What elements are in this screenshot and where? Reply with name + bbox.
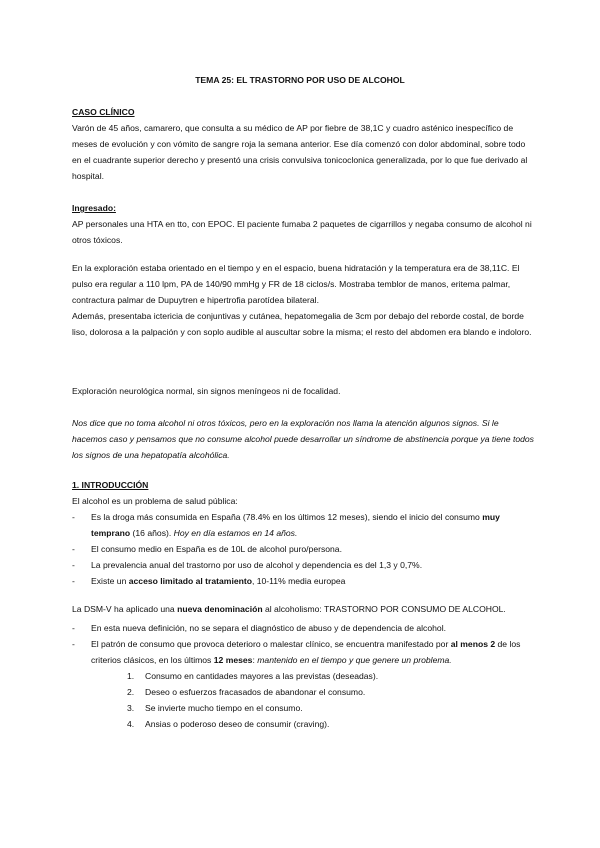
introduccion-lead: El alcohol es un problema de salud pública: (72, 496, 238, 506)
caso-clinico-text: Varón de 45 años, camarero, que consulta a su médico de AP por fiebre de 38,1C y cuadro asténico inespecífico de meses de evolución y con vómito de sangre roja la semana anterior. Ese día comenzó con dolor abdominal, sobre todo en el cuadrante superior derecho y presentó una crisis convulsiva tonicoclonica generalizada, por lo que fue derivado al hospital. (72, 123, 528, 181)
dsm-list (72, 620, 534, 668)
exploracion-paragraph-1: En la exploración estaba orientado en el tiempo y en el espacio, buena hidratación y la temperatura era de 38,11C. El pulso era regular a 110 lpm, PA de 140/90 mmHg y FR de 18 ciclos/s. Mostraba temblor de manos, eritema palmar, contractura palmar de Dupuytren e hipertrofia parotídea bilateral. (72, 263, 520, 305)
list-item (72, 573, 534, 589)
ingresado-section (72, 200, 534, 248)
neuro-text: Exploración neurológica normal, sin signos meníngeos ni de focalidad. (72, 386, 341, 396)
criteria-text: Consumo en cantidades mayores a las previstas (deseadas). (145, 671, 379, 681)
text-segment: , 10-11% media europea (251, 576, 346, 586)
criteria-item (72, 700, 534, 716)
nota-text (72, 415, 534, 463)
italic-segment: Hoy en día estamos en 14 años. (173, 528, 298, 538)
text-segment: : (252, 655, 258, 665)
text-segment: La DSM-V ha aplicado una (72, 604, 178, 614)
text-segment: El patrón de consumo que provoca deterioro o malestar clínico, se encuentra manifestado por (91, 639, 451, 649)
criteria-text: Ansias o poderoso deseo de consumir (craving). (145, 719, 330, 729)
nota-section (72, 415, 534, 463)
criteria-text: Se invierte mucho tiempo en el consumo. (145, 703, 303, 713)
exploracion-section (72, 260, 534, 340)
criteria-number: 2. (127, 687, 135, 697)
text-segment: de los criterios clásicos, en los últimos (91, 639, 521, 665)
neuro-section (72, 383, 534, 399)
list-item (72, 636, 534, 668)
dsm-section (72, 601, 534, 732)
criteria-list (72, 668, 534, 732)
bold-segment: acceso limitado al tratamiento (128, 576, 252, 586)
bold-segment: 12 meses (213, 655, 253, 665)
list-item (72, 509, 534, 541)
italic-segment: mantenido en el tiempo y que genere un problema. (257, 655, 452, 665)
bold-segment: al menos 2 (450, 639, 496, 649)
exploracion-paragraph-2: Además, presentaba ictericia de conjuntivas y cutánea, hepatomegalia de 3cm por debajo del reborde costal, de borde liso, dolorosa a la palpación y con soplo audible al auscultar sobre la misma; el resto del abdomen era blando e indoloro. (72, 311, 532, 337)
caso-clinico-heading: CASO CLÍNICO (72, 107, 135, 117)
introduccion-list (72, 509, 534, 589)
criteria-item (72, 668, 534, 684)
nota-italic-text: Nos dice que no toma alcohol ni otros tóxicos, pero en la exploración nos llama la atención algunos signos. Si le hacemos caso y pensamos que no consume alcohol puede desarrollar un síndrome de abstinencia porque ya tiene todos los signos de una hepatopatía alcohólica. (72, 418, 534, 460)
list-item: - En esta nueva definición, no se separa el diagnóstico de abuso y de dependencia de alcohol. (72, 620, 534, 636)
criteria-number: 3. (127, 703, 135, 713)
bold-segment: nueva denominación (177, 604, 263, 614)
document-title: TEMA 25: EL TRASTORNO POR USO DE ALCOHOL (195, 75, 405, 85)
text-segment: (16 años). (130, 528, 174, 538)
text-segment: Existe un (91, 576, 129, 586)
bold-segment: muy temprano (91, 512, 500, 538)
criteria-number: 4. (127, 719, 135, 729)
criteria-item (72, 684, 534, 700)
caso-clinico-section (72, 104, 534, 184)
list-item: - El consumo medio en España es de 10L de alcohol puro/persona. (72, 541, 534, 557)
ingresado-text: AP personales una HTA en tto, con EPOC. El paciente fumaba 2 paquetes de cigarrillos y negaba consumo de alcohol ni otros tóxicos. (72, 219, 532, 245)
introduccion-heading: 1. INTRODUCCIÓN (72, 480, 149, 490)
criteria-item (72, 716, 534, 732)
ingresado-heading: Ingresado: (72, 203, 116, 213)
text-segment: al alcoholismo: TRASTORNO POR CONSUMO DE ALCOHOL. (262, 604, 506, 614)
dsm-paragraph (72, 601, 534, 617)
criteria-text: Deseo o esfuerzos fracasados de abandonar el consumo. (145, 687, 366, 697)
list-item: - La prevalencia anual del trastorno por uso de alcohol y dependencia es del 1,3 y 0,7%. (72, 557, 534, 573)
introduccion-section (72, 477, 534, 589)
criteria-number: 1. (127, 671, 135, 681)
text-segment: Es la droga más consumida en España (78.4% en los últimos 12 meses), siendo el inicio del consumo (91, 512, 483, 522)
